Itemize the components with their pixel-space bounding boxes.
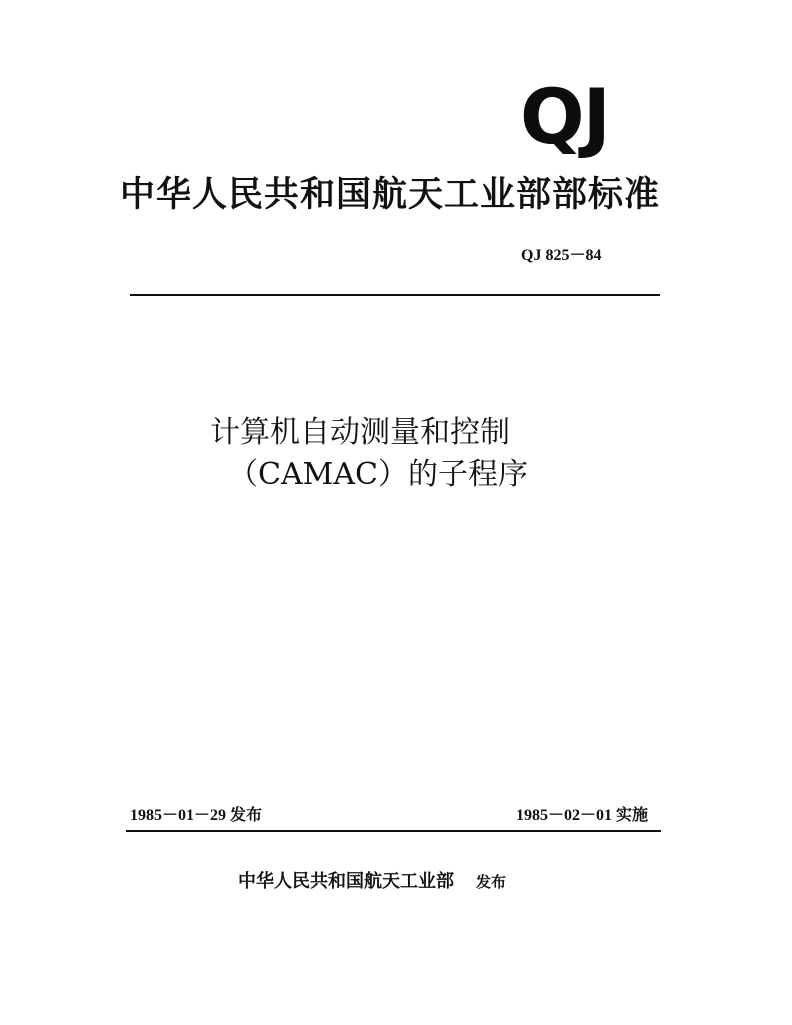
- standard-title: 中华人民共和国航天工业部部标准: [120, 175, 661, 215]
- publish-label: 发布: [476, 873, 507, 891]
- standard-code: QJ 825－84: [521, 247, 602, 264]
- issue-date: 1985－01－29 发布: [130, 807, 263, 824]
- effective-date: 1985－02－01 实施: [516, 807, 649, 824]
- publisher-name: 中华人民共和国航天工业部: [238, 871, 454, 892]
- document-title-line1: 计算机自动测量和控制: [210, 415, 510, 450]
- publisher-line: [238, 870, 506, 894]
- bottom-divider: [126, 830, 661, 832]
- top-divider: [130, 294, 660, 296]
- document-title-line2: （CAMAC）的子程序: [228, 457, 528, 492]
- qj-logo: QJ: [520, 72, 609, 161]
- document-title: [210, 412, 610, 496]
